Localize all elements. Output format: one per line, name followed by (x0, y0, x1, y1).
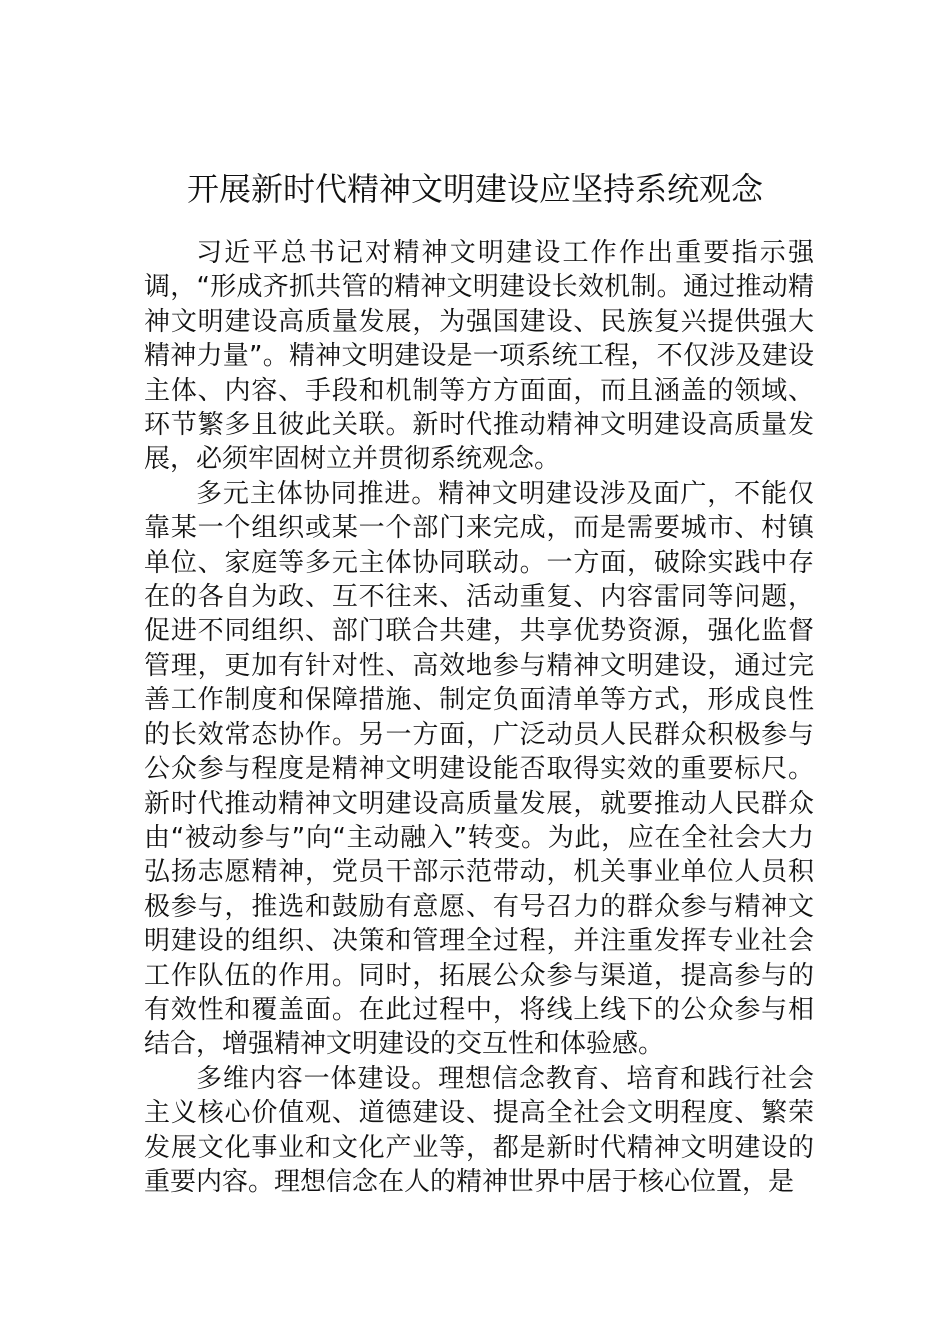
document-title: 开展新时代精神文明建设应坚持系统观念 (186, 170, 763, 208)
paragraph-multi-content: 多维内容一体建设。理想信念教育、培育和践行社会主义核心价值观、道德建设、提高全社会文明程度、繁荣发展文化事业和文化产业等，都是新时代精神文明建设的重要内容。理想信念在人的精神世界中居于核心位置，是 (144, 1063, 814, 1197)
paragraph-intro: 习近平总书记对精神文明建设工作作出重要指示强调，“形成齐抓共管的精神文明建设长效机制。通过推动精神文明建设高质量发展，为强国建设、民族复兴提供强大精神力量”。精神文明建设是一项系统工程，不仅涉及建设主体、内容、手段和机制等方方面面，而且涵盖的领域、环节繁多且彼此关联。新时代推动精神文明建设高质量发展，必须牢固树立并贯彻系统观念。 (144, 238, 814, 475)
document-body (144, 236, 814, 1199)
paragraph-multi-subject: 多元主体协同推进。精神文明建设涉及面广，不能仅靠某一个组织或某一个部门来完成，而是需要城市、村镇单位、家庭等多元主体协同联动。一方面，破除实践中存在的各自为政、互不往来、活动重复、内容雷同等问题，促进不同组织、部门联合共建，共享优势资源，强化监督管理，更加有针对性、高效地参与精神文明建设，通过完善工作制度和保障措施、制定负面清单等方式，形成良性的长效常态协作。另一方面，广泛动员人民群众积极参与公众参与程度是精神文明建设能否取得实效的重要标尺。新时代推动精神文明建设高质量发展，就要推动人民群众由“被动参与”向“主动融入”转变。为此，应在全社会大力弘扬志愿精神，党员干部示范带动，机关事业单位人员积极参与，推选和鼓励有意愿、有号召力的群众参与精神文明建设的组织、决策和管理全过程，并注重发挥专业社会工作队伍的作用。同时，拓展公众参与渠道，提高参与的有效性和覆盖面。在此过程中，将线上线下的公众参与相结合，增强精神文明建设的交互性和体验感。 (144, 478, 814, 1060)
